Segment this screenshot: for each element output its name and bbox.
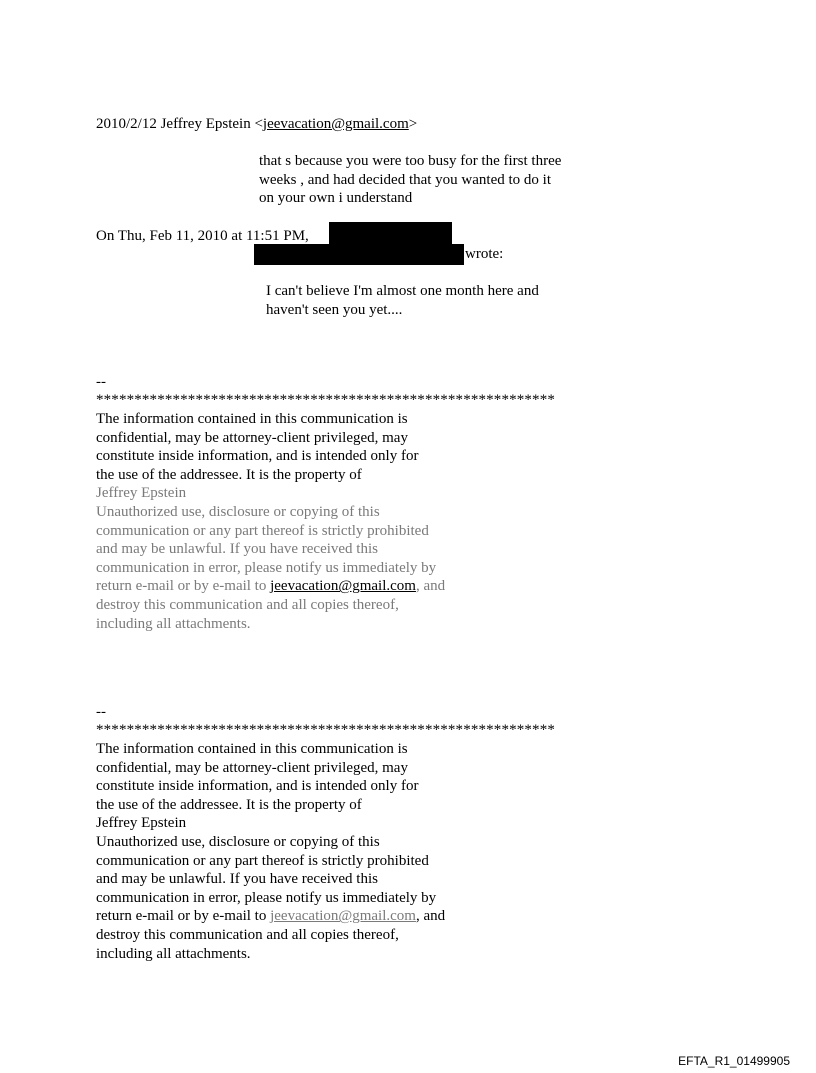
disclaimer-line: Jeffrey Epstein (96, 485, 187, 502)
disclaimer-block (96, 740, 445, 963)
disclaimer-line: destroy this communication and all copies thereof, (96, 926, 399, 943)
reply-body (259, 152, 561, 208)
quote-header: On Thu, Feb 11, 2010 at 11:51 PM, (96, 228, 309, 244)
disclaimer-line: constitute inside information, and is intended only for (96, 778, 419, 795)
disclaimer-line: confidential, may be attorney-client privileged, may (96, 759, 408, 776)
email-header (96, 116, 417, 133)
header-close: > (408, 116, 418, 132)
return-prefix: return e-mail or by e-mail to (96, 578, 271, 595)
quote-wrote: wrote: (465, 246, 504, 262)
disclaimer-line: constitute inside information, and is intended only for (96, 448, 419, 465)
disclaimer-line: The information contained in this communication is (96, 741, 408, 757)
disclaimer-line: including all attachments. (96, 615, 251, 632)
document-id: EFTA_R1_01499905 (678, 1054, 790, 1068)
signature-separator: -- (96, 374, 106, 390)
disclaimer-line: Unauthorized use, disclosure or copying of this (96, 503, 380, 520)
disclaimer-line: communication in error, please notify us immediately by (96, 889, 437, 906)
reply-line: that s because you were too busy for the first three (259, 153, 562, 169)
redaction-block (254, 244, 464, 265)
asterisk-divider: ************************************************************ (96, 392, 555, 408)
disclaimer-email-link[interactable]: jeevacation@gmail.com (270, 908, 416, 925)
disclaimer-line: communication in error, please notify us immediately by (96, 559, 437, 576)
disclaimer-return-line (96, 907, 445, 926)
disclaimer-line: destroy this communication and all copies thereof, (96, 596, 399, 613)
return-prefix: return e-mail or by e-mail to (96, 908, 271, 925)
asterisk-divider: ************************************************************ (96, 722, 555, 738)
signature-separator: -- (96, 704, 106, 720)
disclaimer-line: Unauthorized use, disclosure or copying of this (96, 833, 380, 850)
sender-email-link[interactable]: jeevacation@gmail.com (262, 116, 409, 132)
reply-line: weeks , and had decided that you wanted to do it (259, 171, 552, 188)
disclaimer-line: communication or any part thereof is strictly prohibited (96, 852, 429, 869)
disclaimer-line: Jeffrey Epstein (96, 815, 187, 832)
return-suffix: , and (415, 908, 446, 925)
disclaimer-line: and may be unlawful. If you have received this (96, 871, 378, 888)
disclaimer-line: the use of the addressee. It is the property of (96, 796, 362, 813)
disclaimer-block (96, 410, 445, 633)
header-date-sender: 2010/2/12 Jeffrey Epstein < (96, 116, 263, 132)
disclaimer-email-link[interactable]: jeevacation@gmail.com (270, 578, 416, 595)
quoted-line: haven't seen you yet.... (266, 301, 403, 318)
disclaimer-line: and may be unlawful. If you have received this (96, 541, 378, 558)
disclaimer-line: The information contained in this communication is (96, 411, 408, 427)
return-suffix: , and (415, 578, 446, 595)
disclaimer-line: communication or any part thereof is strictly prohibited (96, 522, 429, 539)
disclaimer-return-line (96, 577, 445, 596)
disclaimer-line: the use of the addressee. It is the property of (96, 466, 362, 483)
reply-line: on your own i understand (259, 190, 413, 207)
quoted-line: I can't believe I'm almost one month here and (266, 283, 539, 299)
disclaimer-line: including all attachments. (96, 945, 251, 962)
quoted-body (266, 282, 539, 319)
disclaimer-line: confidential, may be attorney-client privileged, may (96, 429, 408, 446)
